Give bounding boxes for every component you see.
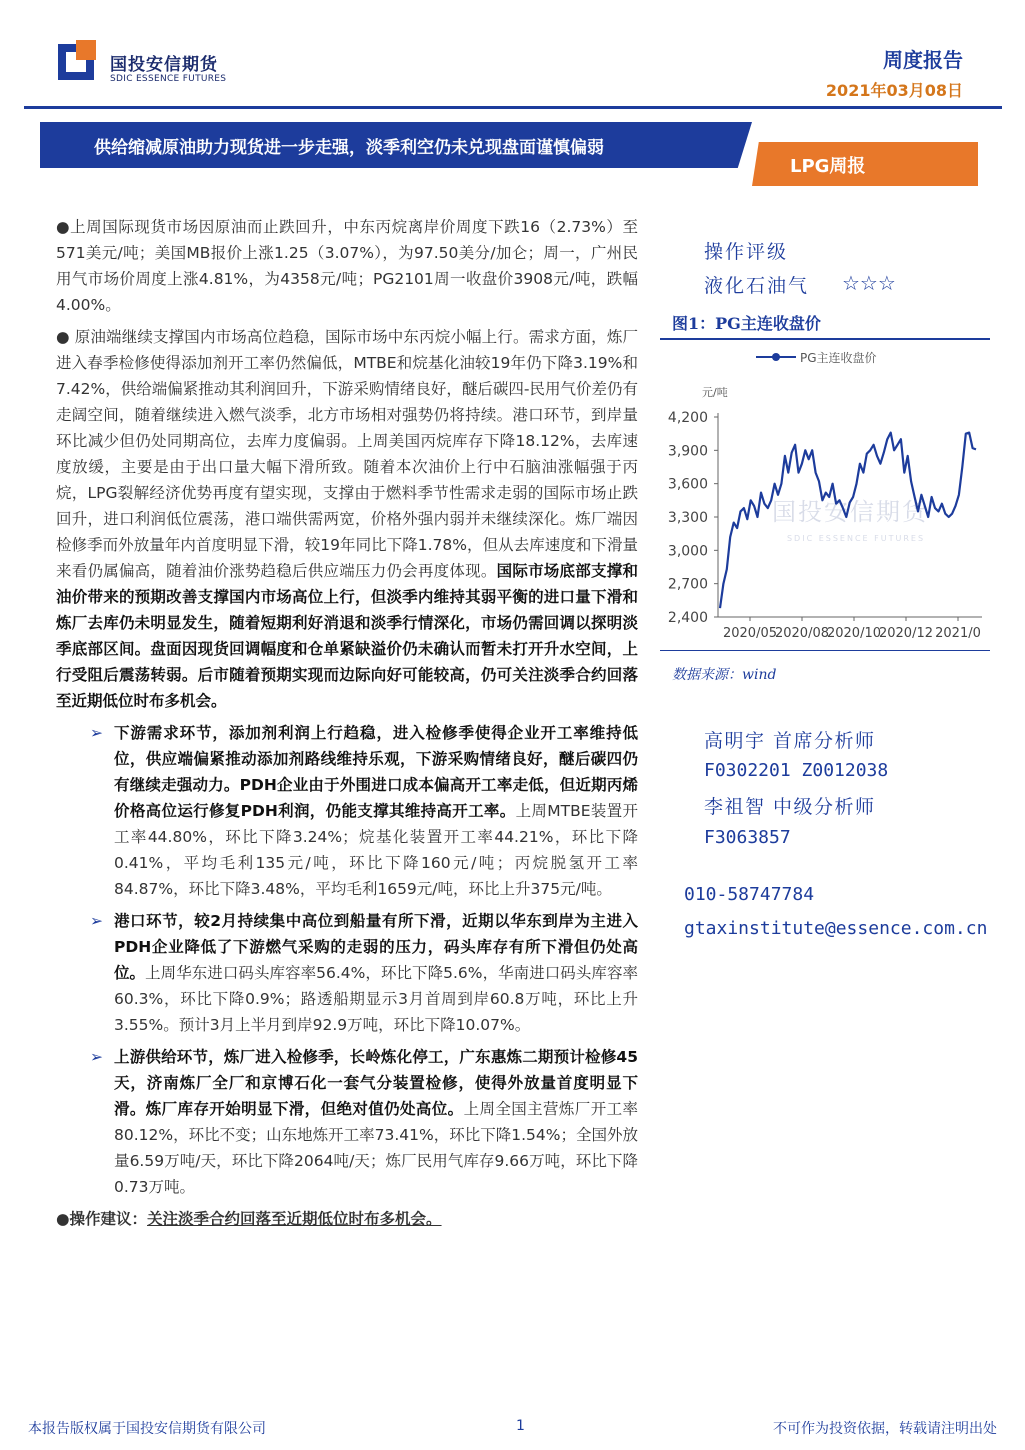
port-summary: 港口环节，较2月持续集中高位到船量有所下滑，近期以华东到岸为主进入PDH企业降低了下游燃气采购的走弱的压力，码头库存有所下滑但仍处高位。 xyxy=(114,912,638,982)
report-date: 2021年03月08日 xyxy=(825,81,963,100)
y-tick-label: 2,700 xyxy=(667,576,708,593)
main-text-column xyxy=(56,214,638,1238)
x-tick-label: 2020/12 xyxy=(878,626,934,641)
analysis-text: ● 原油端继续支撑国内市场高位趋稳，国际市场中东丙烷小幅上行。需求方面，炼厂进入春季检修使得添加剂开工率仍然偏低，MTBE和烷基化油较19年仍下降3.19%和7.42%，供给端偏紧推动其利润回升，下游采购情绪良好，醚后碳四-民用气价差仍有走阔空间，随着继续进入燃气淡季，北方市场相对强势仍将持续。港口环节，到岸量环比减少但仍处同期高位，去库力度偏弱。上周美国丙烷库存下降18.12%，去库速度放缓，主要是由于出口量大幅下滑所致。随着本次油价上行中石脑油涨幅强于丙烷，LPG裂解经济优势再度有望实现，支撑由于燃料季节性需求走弱的国际市场止跌回升，进口利润低位震荡，港口端供需两宽，价格外强内弱并未继续深化。炼厂端因检修季而外放量年内首度明显下滑，较19年同比下降1.78%，但从去库速度和下滑量来看仍属偏高，随着油价涨势趋稳后供应端压力仍会再度体现。 xyxy=(56,328,638,580)
company-logo-icon xyxy=(58,40,104,80)
page-number: 1 xyxy=(516,1418,525,1434)
rating-title: 操作评级 xyxy=(704,241,789,263)
rating-product: 液化石油气 xyxy=(704,275,810,297)
section-downstream xyxy=(56,720,638,902)
x-tick-label: 2020/10 xyxy=(826,626,882,641)
header-divider xyxy=(24,106,1002,109)
analyst-2-cert: F3063857 xyxy=(704,827,791,848)
data-source: 数据来源：wind xyxy=(672,667,777,683)
paragraph-analysis xyxy=(56,324,638,714)
downstream-detail: 上周MTBE装置开工率44.80%，环比下降3.24%；烷基化装置开工率44.21%，环比下降0.41%，平均毛利135元/吨，环比下降160元/吨；丙烷脱氢开工率84.87%，环比下降3.48%，平均毛利1659元/吨，环比上升375元/吨。 xyxy=(114,802,638,898)
report-tag: LPG周报 xyxy=(790,156,866,177)
price-line-chart xyxy=(660,340,1000,648)
chart-watermark-en: SDIC ESSENCE FUTURES xyxy=(786,534,926,543)
operation-advice xyxy=(56,1206,638,1232)
analyst-1-cert: F0302201 Z0012038 xyxy=(704,760,889,781)
downstream-summary: 下游需求环节，添加剂利润上行趋稳，进入检修季使得企业开工率维持低位，供应端偏紧推动添加剂路线维持乐观，下游采购情绪良好，醚后碳四仍有继续走强动力。PDH企业由于外围进口成本偏高开工率走低，但近期丙烯价格高位运行修复PDH利润，仍能支撑其维持高开工率。 xyxy=(114,724,638,820)
figure-title: 图1：PG主连收盘价 xyxy=(672,314,821,333)
port-detail: 上周华东进口码头库容率56.4%，环比下降5.6%，华南进口码头库容率60.3%，环比下降0.9%；路透船期显示3月首周到岸60.8万吨，环比上升3.55%。预计3月上半月到岸92.9万吨，环比下降10.07%。 xyxy=(114,964,638,1034)
upstream-detail: 上周全国主营炼厂开工率80.12%，环比不变；山东地炼开工率73.41%，环比下降1.54%；全国外放量6.59万吨/天，环比下降2064吨/天；炼厂民用气库存9.66万吨，环比下降0.73万吨。 xyxy=(114,1100,638,1196)
advice-text: 关注淡季合约回落至近期低位时布多机会。 xyxy=(147,1210,442,1228)
arrow-bullet-icon: ➢ xyxy=(90,912,103,930)
x-tick-label: 2021/0 xyxy=(935,626,981,641)
headline: 供给缩减原油助力现货进一步走强，淡季利空仍未兑现盘面谨慎偏弱 xyxy=(94,138,604,158)
x-tick-label: 2020/05 xyxy=(722,626,778,641)
y-tick-label: 2,400 xyxy=(667,610,708,626)
y-tick-label: 3,300 xyxy=(667,510,708,526)
footer-copyright: 本报告版权属于国投安信期货有限公司 xyxy=(28,1421,266,1437)
y-tick-label: 3,600 xyxy=(667,476,708,493)
section-port xyxy=(56,908,638,1038)
upstream-summary: 上游供给环节，炼厂进入检修季，长岭炼化停工，广东惠炼二期预计检修45天，济南炼厂全厂和京博石化一套气分装置检修，使得外放量首度明显下滑。炼厂库存开始明显下滑，但绝对值仍处高位。 xyxy=(114,1048,638,1118)
contact-email: gtaxinstitute@essence.com.cn xyxy=(684,918,988,939)
paragraph-market-summary: ●上周国际现货市场因原油而止跌回升，中东丙烷离岸价周度下跌16（2.73%）至571美元/吨；美国MB报价上涨1.25（3.07%），为97.50美分/加仑；周一，广州民用气市场价周度上涨4.81%，为4358元/吨；PG2101周一收盘价3908元/吨，跌幅4.00%。 xyxy=(56,218,638,314)
y-tick-label: 3,900 xyxy=(667,443,708,460)
advice-label: ●操作建议： xyxy=(56,1210,148,1228)
footer-disclaimer: 不可作为投资依据，转载请注明出处 xyxy=(773,1421,997,1437)
analyst-1: 高明宇 首席分析师 xyxy=(704,730,876,752)
analyst-2: 李祖智 中级分析师 xyxy=(704,796,876,818)
arrow-bullet-icon: ➢ xyxy=(90,724,103,742)
company-name-cn: 国投安信期货 xyxy=(110,55,218,75)
analysis-conclusion: 国际市场底部支撑和油价带来的预期改善支撑国内市场高位上行，但淡季内维持其弱平衡的进口量下滑和炼厂去库仍未明显发生，随着短期利好消退和淡季行情深化，市场仍需回调以探明淡季底部区间。盘面因现货回调幅度和仓单紧缺溢价仍未确认而暂未打开升水空间，上行受阻后震荡转弱。后市随着预期实现而边际向好可能较高，仍可关注淡季合约回落至近期低位时布多机会。 xyxy=(56,562,638,710)
legend-label: PG主连收盘价 xyxy=(800,351,877,365)
x-tick-label: 2020/08 xyxy=(774,626,830,641)
contact-phone: 010-58747784 xyxy=(684,884,815,905)
section-upstream xyxy=(56,1044,638,1200)
source-divider xyxy=(660,650,990,651)
rating-stars-icon: ☆☆☆ xyxy=(842,271,896,295)
arrow-bullet-icon: ➢ xyxy=(90,1048,103,1066)
chart-watermark: 国投安信期货 xyxy=(772,498,928,526)
y-axis-unit: 元/吨 xyxy=(702,386,728,399)
y-tick-label: 4,200 xyxy=(667,410,708,426)
company-name-en: SDIC ESSENCE FUTURES xyxy=(110,74,227,84)
y-tick-label: 3,000 xyxy=(667,543,708,560)
report-type: 周度报告 xyxy=(883,48,963,72)
legend-marker xyxy=(772,353,780,361)
